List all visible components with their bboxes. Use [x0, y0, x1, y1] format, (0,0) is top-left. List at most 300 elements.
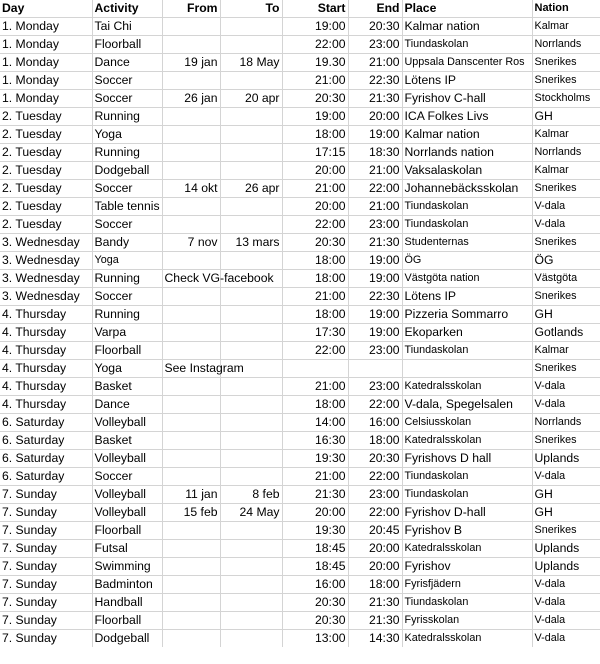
cell-to[interactable] [220, 288, 282, 306]
cell-to[interactable] [220, 342, 282, 360]
cell-end[interactable]: 19:00 [348, 270, 402, 288]
cell-day[interactable]: 3. Wednesday [0, 270, 92, 288]
cell-from[interactable] [162, 630, 220, 648]
cell-nation[interactable]: Uplands [532, 558, 600, 576]
cell-activity[interactable]: Dodgeball [92, 162, 162, 180]
cell-place[interactable]: Katedralsskolan [402, 540, 532, 558]
cell-start[interactable]: 19:00 [282, 18, 348, 36]
cell-place[interactable]: Pizzeria Sommarro [402, 306, 532, 324]
cell-activity[interactable]: Tai Chi [92, 18, 162, 36]
cell-start[interactable]: 20:00 [282, 162, 348, 180]
cell-day[interactable]: 7. Sunday [0, 630, 92, 648]
cell-place[interactable]: Katedralsskolan [402, 378, 532, 396]
header-to[interactable]: To [220, 0, 282, 18]
cell-end[interactable]: 21:00 [348, 198, 402, 216]
cell-day[interactable]: 4. Thursday [0, 360, 92, 378]
cell-start[interactable]: 20:00 [282, 504, 348, 522]
cell-place[interactable]: Celsiusskolan [402, 414, 532, 432]
cell-to[interactable] [220, 198, 282, 216]
cell-to[interactable] [220, 450, 282, 468]
cell-nation[interactable]: Snerikes [532, 54, 600, 72]
cell-nation[interactable]: V-dala [532, 198, 600, 216]
cell-nation[interactable]: Snerikes [532, 180, 600, 198]
cell-to[interactable] [220, 108, 282, 126]
cell-from[interactable] [162, 324, 220, 342]
table-row [0, 468, 600, 486]
cell-place[interactable]: Fyrishov [402, 558, 532, 576]
cell-day[interactable]: 6. Saturday [0, 450, 92, 468]
cell-nation[interactable]: Gotlands [532, 324, 600, 342]
cell-activity[interactable]: Table tennis [92, 198, 162, 216]
cell-to[interactable] [220, 576, 282, 594]
cell-place[interactable]: Johannebäcksskolan [402, 180, 532, 198]
cell-from[interactable] [162, 594, 220, 612]
cell-from[interactable] [162, 288, 220, 306]
cell-place[interactable]: Tiundaskolan [402, 342, 532, 360]
cell-activity[interactable]: Soccer [92, 216, 162, 234]
cell-activity[interactable]: Running [92, 270, 162, 288]
cell-place[interactable]: Ekoparken [402, 324, 532, 342]
cell-to[interactable] [220, 126, 282, 144]
cell-activity[interactable]: Soccer [92, 180, 162, 198]
cell-end[interactable]: 18:00 [348, 576, 402, 594]
cell-day[interactable]: 7. Sunday [0, 594, 92, 612]
cell-start[interactable]: 18:45 [282, 540, 348, 558]
cell-place[interactable]: Lötens IP [402, 72, 532, 90]
cell-start[interactable]: 20:00 [282, 198, 348, 216]
cell-to[interactable] [220, 522, 282, 540]
cell-place[interactable]: Kalmar nation [402, 126, 532, 144]
cell-activity[interactable]: Badminton [92, 576, 162, 594]
cell-to[interactable] [220, 414, 282, 432]
cell-from[interactable] [162, 396, 220, 414]
cell-to[interactable] [220, 396, 282, 414]
cell-nation[interactable]: V-dala [532, 378, 600, 396]
cell-end[interactable]: 19:00 [348, 252, 402, 270]
cell-to[interactable] [220, 630, 282, 648]
header-activity[interactable]: Activity [92, 0, 162, 18]
cell-nation[interactable]: ÖG [532, 252, 600, 270]
cell-nation[interactable]: Kalmar [532, 18, 600, 36]
cell-end[interactable]: 14:30 [348, 630, 402, 648]
cell-start[interactable]: 18:00 [282, 396, 348, 414]
cell-start[interactable]: 14:00 [282, 414, 348, 432]
cell-from[interactable]: 14 okt [162, 180, 220, 198]
cell-place[interactable]: Fyrishov B [402, 522, 532, 540]
cell-from[interactable] [162, 522, 220, 540]
cell-start[interactable]: 21:30 [282, 486, 348, 504]
cell-from[interactable] [162, 612, 220, 630]
cell-nation[interactable]: Uplands [532, 540, 600, 558]
cell-day[interactable]: 7. Sunday [0, 558, 92, 576]
cell-start[interactable]: 16:00 [282, 576, 348, 594]
cell-activity[interactable]: Varpa [92, 324, 162, 342]
table-row [0, 576, 600, 594]
header-start[interactable]: Start [282, 0, 348, 18]
header-place[interactable]: Place [402, 0, 532, 18]
cell-end[interactable]: 21:30 [348, 234, 402, 252]
cell-from[interactable] [162, 414, 220, 432]
cell-end[interactable]: 16:00 [348, 414, 402, 432]
cell-nation[interactable]: V-dala [532, 576, 600, 594]
cell-to[interactable] [220, 594, 282, 612]
cell-end[interactable]: 21:30 [348, 90, 402, 108]
cell-to[interactable] [220, 252, 282, 270]
cell-from[interactable]: 19 jan [162, 54, 220, 72]
cell-day[interactable]: 1. Monday [0, 18, 92, 36]
cell-nation[interactable]: Snerikes [532, 522, 600, 540]
cell-day[interactable]: 1. Monday [0, 90, 92, 108]
table-row [0, 234, 600, 252]
cell-nation[interactable]: V-dala [532, 468, 600, 486]
cell-activity[interactable]: Dance [92, 396, 162, 414]
cell-to[interactable] [220, 324, 282, 342]
cell-activity[interactable]: Volleyball [92, 450, 162, 468]
cell-from[interactable] [162, 468, 220, 486]
cell-day[interactable]: 2. Tuesday [0, 198, 92, 216]
cell-from[interactable] [162, 306, 220, 324]
cell-activity[interactable]: Soccer [92, 468, 162, 486]
cell-day[interactable]: 1. Monday [0, 72, 92, 90]
cell-activity[interactable]: Floorball [92, 612, 162, 630]
cell-day[interactable]: 2. Tuesday [0, 180, 92, 198]
cell-to[interactable] [220, 468, 282, 486]
cell-from[interactable] [162, 108, 220, 126]
cell-nation[interactable]: Norrlands [532, 144, 600, 162]
cell-nation[interactable]: V-dala [532, 612, 600, 630]
cell-start[interactable]: 20:30 [282, 594, 348, 612]
cell-start[interactable]: 21:00 [282, 288, 348, 306]
cell-activity[interactable]: Floorball [92, 342, 162, 360]
cell-from[interactable] [162, 252, 220, 270]
cell-day[interactable]: 3. Wednesday [0, 288, 92, 306]
cell-place[interactable]: Vaksalaskolan [402, 162, 532, 180]
cell-activity[interactable]: Floorball [92, 522, 162, 540]
table-row [0, 90, 600, 108]
cell-from[interactable] [162, 378, 220, 396]
cell-day[interactable]: 2. Tuesday [0, 216, 92, 234]
cell-activity[interactable]: Basket [92, 432, 162, 450]
cell-nation[interactable]: Norrlands [532, 36, 600, 54]
cell-day[interactable]: 4. Thursday [0, 324, 92, 342]
cell-to[interactable]: 24 May [220, 504, 282, 522]
cell-day[interactable]: 4. Thursday [0, 342, 92, 360]
cell-end[interactable]: 20:00 [348, 558, 402, 576]
header-from[interactable]: From [162, 0, 220, 18]
cell-day[interactable]: 2. Tuesday [0, 144, 92, 162]
cell-start[interactable]: 21:00 [282, 468, 348, 486]
cell-day[interactable]: 4. Thursday [0, 378, 92, 396]
cell-to[interactable] [220, 432, 282, 450]
cell-day[interactable]: 7. Sunday [0, 522, 92, 540]
cell-nation[interactable]: Snerikes [532, 288, 600, 306]
cell-place[interactable]: V-dala, Spegelsalen [402, 396, 532, 414]
cell-start[interactable]: 20:30 [282, 90, 348, 108]
cell-start[interactable]: 18:00 [282, 270, 348, 288]
cell-nation[interactable]: V-dala [532, 630, 600, 648]
cell-place[interactable]: Kalmar nation [402, 18, 532, 36]
cell-from[interactable] [162, 576, 220, 594]
cell-from[interactable]: 26 jan [162, 90, 220, 108]
cell-end[interactable]: 22:00 [348, 468, 402, 486]
cell-place[interactable] [402, 360, 532, 378]
cell-from[interactable] [162, 72, 220, 90]
cell-to[interactable] [220, 612, 282, 630]
table-row [0, 540, 600, 558]
table-row [0, 360, 600, 378]
cell-place[interactable]: Tiundaskolan [402, 486, 532, 504]
cell-place[interactable]: Katedralsskolan [402, 432, 532, 450]
cell-start[interactable]: 17:30 [282, 324, 348, 342]
header-end[interactable]: End [348, 0, 402, 18]
cell-end[interactable]: 20:00 [348, 108, 402, 126]
cell-to[interactable]: 8 feb [220, 486, 282, 504]
cell-nation[interactable]: Uplands [532, 450, 600, 468]
cell-end[interactable]: 19:00 [348, 126, 402, 144]
cell-from[interactable] [162, 432, 220, 450]
cell-nation[interactable]: V-dala [532, 594, 600, 612]
cell-end[interactable]: 20:00 [348, 540, 402, 558]
cell-from[interactable] [162, 558, 220, 576]
cell-day[interactable]: 6. Saturday [0, 432, 92, 450]
cell-place[interactable]: Uppsala Danscenter Ros [402, 54, 532, 72]
cell-from[interactable] [162, 36, 220, 54]
cell-activity[interactable]: Soccer [92, 72, 162, 90]
cell-start[interactable]: 18:00 [282, 126, 348, 144]
cell-nation[interactable]: V-dala [532, 396, 600, 414]
cell-to[interactable] [220, 216, 282, 234]
cell-place[interactable]: Fyrishov D-hall [402, 504, 532, 522]
cell-activity[interactable]: Yoga [92, 252, 162, 270]
cell-activity[interactable]: Basket [92, 378, 162, 396]
cell-from[interactable] [162, 144, 220, 162]
cell-start[interactable]: 16:30 [282, 432, 348, 450]
cell-from[interactable] [162, 540, 220, 558]
cell-end[interactable]: 19:00 [348, 306, 402, 324]
cell-nation[interactable]: GH [532, 306, 600, 324]
cell-place[interactable]: Tiundaskolan [402, 468, 532, 486]
cell-end[interactable]: 23:00 [348, 36, 402, 54]
cell-end[interactable]: 18:00 [348, 432, 402, 450]
cell-end[interactable]: 22:00 [348, 504, 402, 522]
cell-start[interactable]: 13:00 [282, 630, 348, 648]
cell-to[interactable] [220, 540, 282, 558]
cell-activity[interactable]: Floorball [92, 36, 162, 54]
cell-from[interactable] [162, 216, 220, 234]
cell-activity[interactable]: Running [92, 306, 162, 324]
table-row [0, 306, 600, 324]
cell-day[interactable]: 1. Monday [0, 36, 92, 54]
table-row [0, 180, 600, 198]
cell-nation[interactable]: Kalmar [532, 342, 600, 360]
cell-place[interactable]: Fyrishovs D hall [402, 450, 532, 468]
cell-end[interactable] [348, 360, 402, 378]
cell-from[interactable] [162, 198, 220, 216]
cell-to[interactable] [220, 72, 282, 90]
cell-activity[interactable]: Dance [92, 54, 162, 72]
cell-day[interactable]: 6. Saturday [0, 468, 92, 486]
cell-to[interactable] [220, 144, 282, 162]
cell-to[interactable]: 20 apr [220, 90, 282, 108]
cell-start[interactable]: 21:00 [282, 378, 348, 396]
cell-place[interactable]: Studenternas [402, 234, 532, 252]
cell-end[interactable]: 22:00 [348, 396, 402, 414]
cell-end[interactable]: 22:30 [348, 72, 402, 90]
cell-start[interactable]: 22:00 [282, 216, 348, 234]
cell-to[interactable] [220, 306, 282, 324]
cell-day[interactable]: 7. Sunday [0, 504, 92, 522]
cell-to[interactable]: 18 May [220, 54, 282, 72]
cell-start[interactable] [282, 360, 348, 378]
cell-start[interactable]: 18:00 [282, 306, 348, 324]
cell-place[interactable]: Norrlands nation [402, 144, 532, 162]
cell-activity[interactable]: Yoga [92, 126, 162, 144]
cell-activity[interactable]: Soccer [92, 90, 162, 108]
cell-day[interactable]: 7. Sunday [0, 540, 92, 558]
cell-to[interactable] [220, 558, 282, 576]
cell-nation[interactable]: Snerikes [532, 234, 600, 252]
cell-activity[interactable]: Yoga [92, 360, 162, 378]
cell-end[interactable]: 22:00 [348, 180, 402, 198]
cell-place[interactable]: Tiundaskolan [402, 198, 532, 216]
header-nation[interactable]: Nation [532, 0, 600, 18]
cell-end[interactable]: 20:30 [348, 450, 402, 468]
cell-place[interactable]: Fyrisfjädern [402, 576, 532, 594]
cell-activity[interactable]: Running [92, 144, 162, 162]
cell-place[interactable]: Katedralsskolan [402, 630, 532, 648]
cell-activity[interactable]: Dodgeball [92, 630, 162, 648]
cell-day[interactable]: 3. Wednesday [0, 234, 92, 252]
cell-activity[interactable]: Bandy [92, 234, 162, 252]
cell-end[interactable]: 22:30 [348, 288, 402, 306]
table-row [0, 414, 600, 432]
cell-start[interactable]: 17:15 [282, 144, 348, 162]
cell-nation[interactable]: Västgöta [532, 270, 600, 288]
cell-start[interactable]: 19:00 [282, 108, 348, 126]
cell-from[interactable]: 7 nov [162, 234, 220, 252]
cell-place[interactable]: Fyrisskolan [402, 612, 532, 630]
cell-end[interactable]: 21:30 [348, 612, 402, 630]
table-row [0, 108, 600, 126]
cell-from[interactable] [162, 162, 220, 180]
cell-day[interactable]: 2. Tuesday [0, 126, 92, 144]
table-row [0, 450, 600, 468]
cell-place[interactable]: Tiundaskolan [402, 216, 532, 234]
cell-to[interactable]: 13 mars [220, 234, 282, 252]
cell-nation[interactable]: GH [532, 486, 600, 504]
cell-place[interactable]: Tiundaskolan [402, 36, 532, 54]
cell-nation[interactable]: Snerikes [532, 432, 600, 450]
cell-from[interactable]: 15 feb [162, 504, 220, 522]
cell-to[interactable]: 26 apr [220, 180, 282, 198]
cell-place[interactable]: Fyrishov C-hall [402, 90, 532, 108]
cell-place[interactable]: Västgöta nation [402, 270, 532, 288]
cell-end[interactable]: 18:30 [348, 144, 402, 162]
cell-start[interactable]: 19:30 [282, 450, 348, 468]
cell-activity[interactable]: Handball [92, 594, 162, 612]
cell-start[interactable]: 22:00 [282, 36, 348, 54]
cell-day[interactable]: 1. Monday [0, 54, 92, 72]
cell-end[interactable]: 23:00 [348, 378, 402, 396]
cell-day[interactable]: 7. Sunday [0, 612, 92, 630]
cell-to[interactable] [220, 378, 282, 396]
header-day[interactable]: Day [0, 0, 92, 18]
cell-start[interactable]: 18:00 [282, 252, 348, 270]
cell-to[interactable] [220, 162, 282, 180]
cell-nation[interactable]: Kalmar [532, 126, 600, 144]
cell-end[interactable]: 21:30 [348, 594, 402, 612]
cell-from[interactable]: See Instagram [162, 360, 220, 378]
cell-day[interactable]: 4. Thursday [0, 306, 92, 324]
cell-start[interactable]: 18:45 [282, 558, 348, 576]
cell-to[interactable] [220, 18, 282, 36]
cell-from[interactable] [162, 18, 220, 36]
cell-end[interactable]: 23:00 [348, 216, 402, 234]
cell-start[interactable]: 20:30 [282, 612, 348, 630]
cell-day[interactable]: 7. Sunday [0, 576, 92, 594]
cell-nation[interactable]: GH [532, 108, 600, 126]
cell-place[interactable]: ÖG [402, 252, 532, 270]
cell-from[interactable]: 11 jan [162, 486, 220, 504]
cell-activity[interactable]: Running [92, 108, 162, 126]
cell-to[interactable] [220, 36, 282, 54]
cell-activity[interactable]: Soccer [92, 288, 162, 306]
cell-nation[interactable]: Kalmar [532, 162, 600, 180]
cell-place[interactable]: ICA Folkes Livs [402, 108, 532, 126]
cell-place[interactable]: Lötens IP [402, 288, 532, 306]
cell-nation[interactable]: V-dala [532, 216, 600, 234]
cell-activity[interactable]: Volleyball [92, 504, 162, 522]
cell-end[interactable]: 19:00 [348, 324, 402, 342]
cell-nation[interactable]: Stockholms [532, 90, 600, 108]
cell-end[interactable]: 23:00 [348, 486, 402, 504]
cell-from[interactable] [162, 342, 220, 360]
cell-start[interactable]: 21:00 [282, 72, 348, 90]
cell-start[interactable]: 20:30 [282, 234, 348, 252]
cell-end[interactable]: 20:45 [348, 522, 402, 540]
cell-end[interactable]: 21:00 [348, 54, 402, 72]
cell-end[interactable]: 20:30 [348, 18, 402, 36]
cell-end[interactable]: 23:00 [348, 342, 402, 360]
cell-end[interactable]: 21:00 [348, 162, 402, 180]
cell-place[interactable]: Tiundaskolan [402, 594, 532, 612]
cell-from[interactable] [162, 450, 220, 468]
cell-nation[interactable]: Snerikes [532, 72, 600, 90]
cell-day[interactable]: 4. Thursday [0, 396, 92, 414]
cell-activity[interactable]: Volleyball [92, 486, 162, 504]
cell-day[interactable]: 2. Tuesday [0, 108, 92, 126]
cell-activity[interactable]: Swimming [92, 558, 162, 576]
cell-day[interactable]: 6. Saturday [0, 414, 92, 432]
cell-nation[interactable]: Norrlands [532, 414, 600, 432]
cell-day[interactable]: 7. Sunday [0, 486, 92, 504]
cell-start[interactable]: 19.30 [282, 54, 348, 72]
cell-activity[interactable]: Futsal [92, 540, 162, 558]
cell-start[interactable]: 22:00 [282, 342, 348, 360]
table-row [0, 198, 600, 216]
cell-day[interactable]: 3. Wednesday [0, 252, 92, 270]
cell-from[interactable]: Check VG-facebook [162, 270, 220, 288]
cell-nation[interactable]: GH [532, 504, 600, 522]
cell-activity[interactable]: Volleyball [92, 414, 162, 432]
cell-start[interactable]: 19:30 [282, 522, 348, 540]
cell-day[interactable]: 2. Tuesday [0, 162, 92, 180]
cell-from[interactable] [162, 126, 220, 144]
cell-start[interactable]: 21:00 [282, 180, 348, 198]
table-row [0, 378, 600, 396]
table-row [0, 72, 600, 90]
cell-nation[interactable]: Snerikes [532, 360, 600, 378]
